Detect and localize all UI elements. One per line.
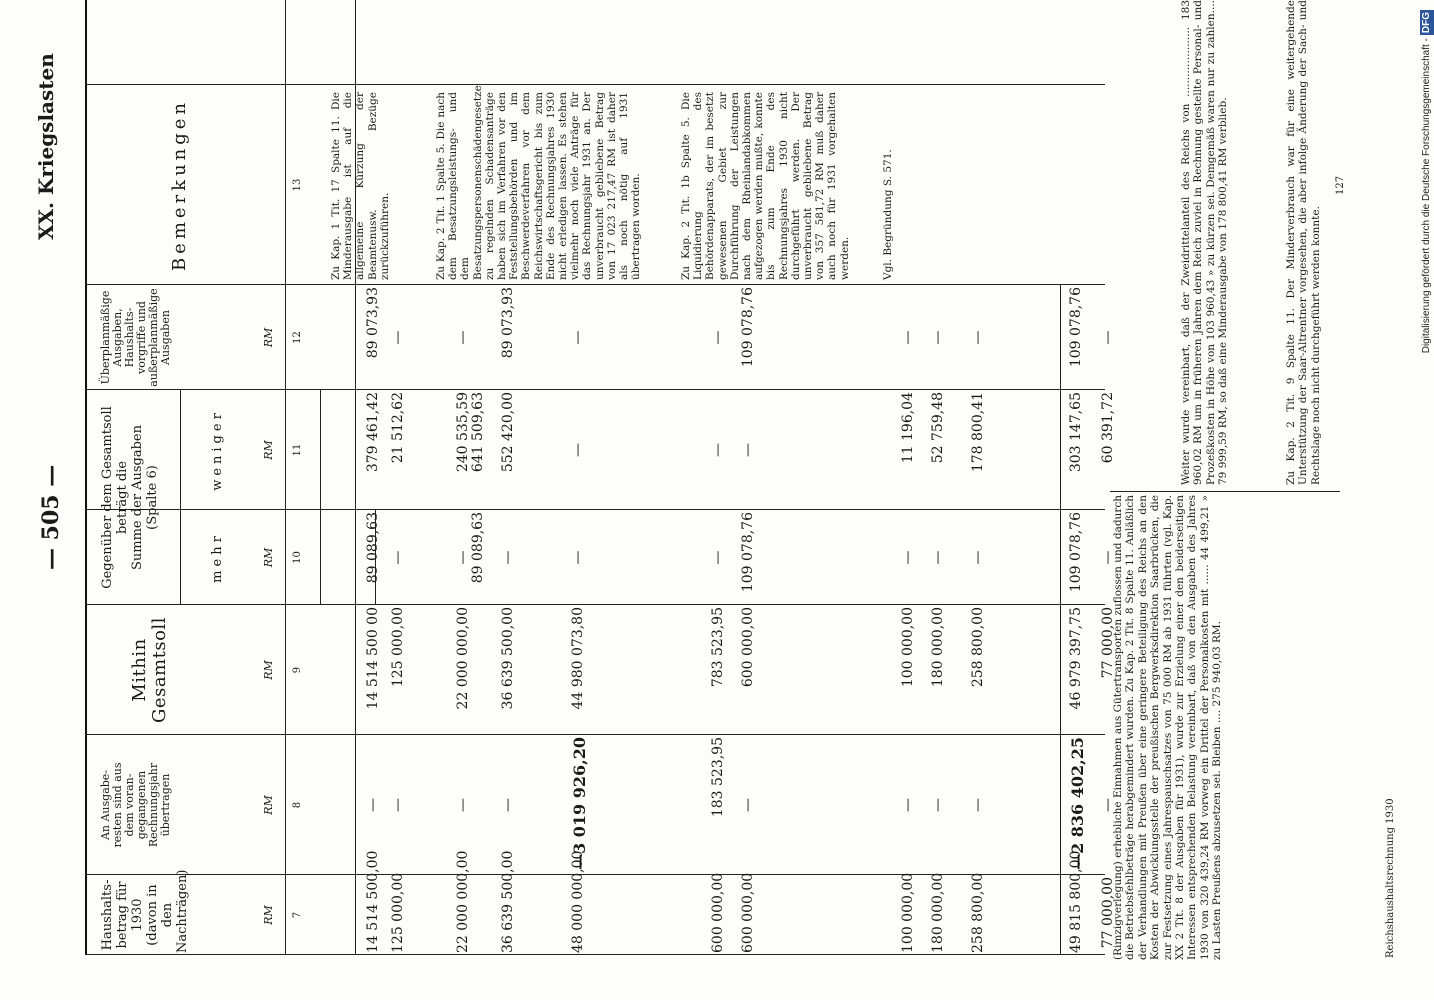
unit-col7: RM <box>262 905 275 925</box>
table-cell-c12: — <box>930 330 946 345</box>
col-sep <box>85 389 1105 390</box>
unit-col12: RM <box>262 327 275 348</box>
col-sep <box>85 874 1105 875</box>
table-cell-c8: — <box>740 798 756 812</box>
table-cell-c9: 258 800,00 <box>970 607 986 688</box>
table-cell-c11: 60 391,72 <box>1100 392 1116 464</box>
col-sep <box>85 734 1105 735</box>
table-cell-c7: 180 000,00 <box>930 872 946 953</box>
dfg-logo: DFG <box>1421 12 1432 34</box>
table-cell-c8: 183 523,95 <box>710 737 726 818</box>
total-cell-c10: 109 078,76 <box>1068 512 1084 593</box>
col-sep <box>85 954 1105 955</box>
table-cell-c12: — <box>1100 330 1116 345</box>
total-cell-c8: —2 836 402,25 <box>1068 737 1087 870</box>
table-cell-c11: 641 509,63 <box>470 392 486 473</box>
table-cell-c9: 125 000,00 <box>390 607 406 688</box>
table-cell-c8: — <box>500 798 516 812</box>
table-cell-c10: 89 089,63 <box>365 512 381 584</box>
table-cell-c9: 44 980 073,80 <box>570 607 586 710</box>
dfg-watermark <box>1420 0 1434 1000</box>
remark-1: Zu Kap. 1 Tit. 17 Spalte 11. Die Minderausgabe ist auf die allgemeine Kürzung der Beamtenusw. Bezüge zurückzuführen. <box>330 92 391 280</box>
colno-13: 13 <box>292 178 303 192</box>
table-cell-c10: — <box>570 550 586 565</box>
table-cell-c8: — <box>390 798 406 812</box>
table-cell-c7: 100 000,00 <box>900 872 916 953</box>
table-cell-c9: 14 514 500 00 <box>365 607 381 710</box>
table-cell-c7: 258 800,00 <box>970 872 986 953</box>
table-cell-c11: — <box>570 443 586 457</box>
table-cell-c12: 89 073,93 <box>365 287 381 359</box>
col-sep <box>85 509 1105 510</box>
colno-11: 11 <box>292 443 303 457</box>
table-cell-c7: 600 000,00 <box>710 872 726 953</box>
table-cell-c10: — <box>900 550 916 565</box>
table-cell-c12: — <box>455 330 471 345</box>
table-cell-c12: 89 073,93 <box>500 287 516 359</box>
colno-7: 7 <box>292 911 303 919</box>
table-cell-c10: — <box>930 550 946 565</box>
footnote-left: (Rimzigverlegung) erhebliche Einnahmen aus Gütertransporten zuflossen und dadurch die Betriebsfehlbeträge herabgemindert wurden. Zu Kap. 2 Tit. 8 Spalte 11. Anläßlich der Verhandlungen mit Preußen über eine geringere Beteiligung des Reichs an den Kosten der Abwicklungsstelle der preußischen Bergwerksdirektion Saarbrücken, die zur Festsetzung eines Jahrespauschsatzes von 75 000 RM ab 1931 führten (vgl. Kap. XX 2 Tit. 8 der Ausgaben für 1931), wurde zur Erzielung einer den beiderseitigen Interessen entsprechenden Belastung vereinbart, daß von den Ausgaben des Jahres 1930 von 320 439,24 RM vorweg ein Drittel der Personalkosten mit ...... 44 499,21 » zu Lasten Preußens abzusetzen sei. Bleiben .... 275 940,03 RM. <box>1112 495 1224 960</box>
table-cell-c9: 783 523,95 <box>710 607 726 688</box>
table-cell-c8: — <box>930 798 946 812</box>
table-cell-c8: — <box>455 798 471 812</box>
header-bottom-rule <box>285 0 286 955</box>
source-note: Reichshaushaltsrechnung 1930 <box>1385 798 1396 958</box>
remark-2: Zu Kap. 2 Tit. 1 Spalte 5. Die nach dem Besatzungsleistungs- und dem Besatzungspersonenschädengesetze zu regelnden Schadensanträge haben sich im Verfahren vor den Feststellungsbehörden und im Beschwerdeverfahren vor dem Reichswirtschaftsgericht bis zum Ende des Rechnungsjahres 1930 nicht erledigen lassen. Es stehen vielmehr noch viele Anträge für das Rechnungsjahr 1931 an. Der unverbraucht gebliebene Betrag von 17 023 217,47 RM ist daher als noch nötig auf 1931 übertragen worden. <box>435 85 643 280</box>
table-cell-c7: 36 639 500,00 <box>500 850 516 953</box>
col-sep <box>85 284 1105 285</box>
table-cell-c11: — <box>710 443 726 457</box>
total-cell-c11: 303 147,65 <box>1068 392 1084 473</box>
colno-10: 10 <box>292 551 303 564</box>
table-cell-c7: 600 000,00 <box>740 872 756 953</box>
header-col9: Mithin Gesamtsoll <box>129 617 170 723</box>
table-cell-c9: 100 000,00 <box>900 607 916 688</box>
col-sep <box>85 604 1105 605</box>
table-cell-c8: — <box>365 798 381 812</box>
table-cell-c9: 600 000,00 <box>740 607 756 688</box>
table-cell-c8: —3 019 926,20 <box>570 737 589 870</box>
header-col11: weniger <box>210 409 225 491</box>
table-cell-c8: — <box>970 798 986 812</box>
header-col8: An Ausgabe- resten sind aus dem voran- gegangenen Rechnungsjahr übertragen <box>99 762 172 848</box>
footnote-right-1: Weiter wurde vereinbart, daß der Zweidrittelanteil des Reichs von ..................... 183 960,02 RM um in früheren Jahren dem Reich zuviel in Rechnung gestellte Personal- und Prozeßkosten in Höhe von 103 960,43 » zu kürzen sei. Demgemäß waren nur zu zahlen.... 79 999,59 RM, so daß eine Minderausgabe von 178 800,41 RM verblieb. <box>1180 0 1230 485</box>
table-cell-c9: 36 639 500,00 <box>500 607 516 710</box>
dfg-watermark-text: Digitalisierung gefördert durch die Deutsche Forschungsgemeinschaft - <box>1421 38 1432 354</box>
table-cell-c11: 52 759,48 <box>930 392 946 464</box>
table-cell-c11: 379 461,42 <box>365 392 381 473</box>
table-cell-c9: 77 000,00 <box>1100 607 1116 679</box>
table-cell-c9: 22 000 000,00 <box>455 607 471 710</box>
unit-col11: RM <box>262 440 275 460</box>
total-cell-c9: 46 979 397,75 <box>1068 607 1084 710</box>
table-cell-c12: — <box>900 330 916 345</box>
table-cell-c10: — <box>1100 550 1116 565</box>
totals-rule <box>1060 285 1061 955</box>
table-cell-c10: — <box>390 550 406 565</box>
remark-4: Vgl. Begründung S. 571. <box>882 149 894 280</box>
page-reference: 127 <box>1335 175 1346 195</box>
total-cell-c12: 109 078,76 <box>1068 287 1084 368</box>
colno-12: 12 <box>292 331 303 344</box>
table-cell-c7: 77 000,00 <box>1100 877 1116 949</box>
remark-3: Zu Kap. 2 Tit. 1b Spalte 5. Die Liquidierung des Behördenapparats, der im besetzt gewesenen Gebiet zur Durchführung der Leistungen nach dem Rheinlandabkommen aufgezogen werden mußte, konnte bis zum Ende des Rechnungsjahres 1930 nicht durchgeführt werden. Der unverbraucht gebliebene Betrag von 357 581,72 RM muß daher auch noch für 1931 vorgehalten werden. <box>680 92 851 280</box>
header-col10-11-group: Gegenüber dem Gesamtsoll beträgt die Summe der Ausgaben (Spalte 6) <box>100 406 160 589</box>
table-top-rule <box>85 0 87 955</box>
table-cell-c12: — <box>710 330 726 345</box>
section-title: XX. Kriegslasten <box>34 53 58 240</box>
table-cell-c11: 178 800,41 <box>970 392 986 473</box>
unit-col8: RM <box>262 795 275 815</box>
header-col13: Bemerkungen <box>169 98 190 272</box>
header-col7: Haushalts- betrag für 1930 (davon in den Nachträgen) <box>100 869 190 953</box>
table-cell-c12: — <box>570 330 586 345</box>
footnote-right-2: Zu Kap. 2 Tit. 9 Spalte 11. Der Minderverbrauch war für eine weitergehende Unterstützung der Saar-Altrentner vorgesehen, die aber infolge Änderung der Sach- und Rechtslage noch nicht durchgeführt werden konnte. <box>1285 0 1322 485</box>
table-cell-c10: — <box>455 550 471 565</box>
subtotal-rule <box>320 390 321 605</box>
table-cell-c12: — <box>390 330 406 345</box>
colno-8: 8 <box>292 801 303 809</box>
table-cell-c10: — <box>710 550 726 565</box>
table-cell-c12: 109 078,76 <box>740 287 756 368</box>
colno-9: 9 <box>292 666 303 674</box>
table-cell-c8: — <box>900 798 916 812</box>
table-cell-c12: — <box>970 330 986 345</box>
table-cell-c7: 22 000 000,00 <box>455 850 471 953</box>
subheader-rule <box>180 390 181 605</box>
table-cell-c8: — <box>1100 798 1116 812</box>
table-cell-c10: — <box>500 550 516 565</box>
table-cell-c7: 125 000,00 <box>390 872 406 953</box>
unit-col10: RM <box>262 547 275 568</box>
col-sep <box>85 84 1105 85</box>
table-cell-c11: 21 512,62 <box>390 392 406 464</box>
total-cell-c7: 49 815 800,00 <box>1068 850 1084 953</box>
table-cell-c11: 552 420,00 <box>500 392 516 473</box>
table-cell-c7: 14 514 500,00 <box>365 850 381 953</box>
table-cell-c11: 11 196,04 <box>900 392 916 464</box>
table-cell-c10: 89 089,63 <box>470 512 486 584</box>
unit-col9: RM <box>262 660 275 680</box>
footnote-divider <box>1110 491 1340 492</box>
header-col12: Überplanmäßige Ausgaben, Haushalts- vorgriffe und außerplanmäßige Ausgaben <box>99 288 172 387</box>
table-cell-c10: — <box>970 550 986 565</box>
table-cell-c11: 240 535,59 <box>455 392 471 473</box>
table-cell-c10: 109 078,76 <box>740 512 756 593</box>
table-cell-c7: 48 000 000,00 <box>570 850 586 953</box>
page-number: — 505 — <box>38 464 64 570</box>
header-col10: mehr <box>210 532 225 583</box>
table-cell-c11: — <box>740 443 756 457</box>
table-cell-c9: 180 000,00 <box>930 607 946 688</box>
